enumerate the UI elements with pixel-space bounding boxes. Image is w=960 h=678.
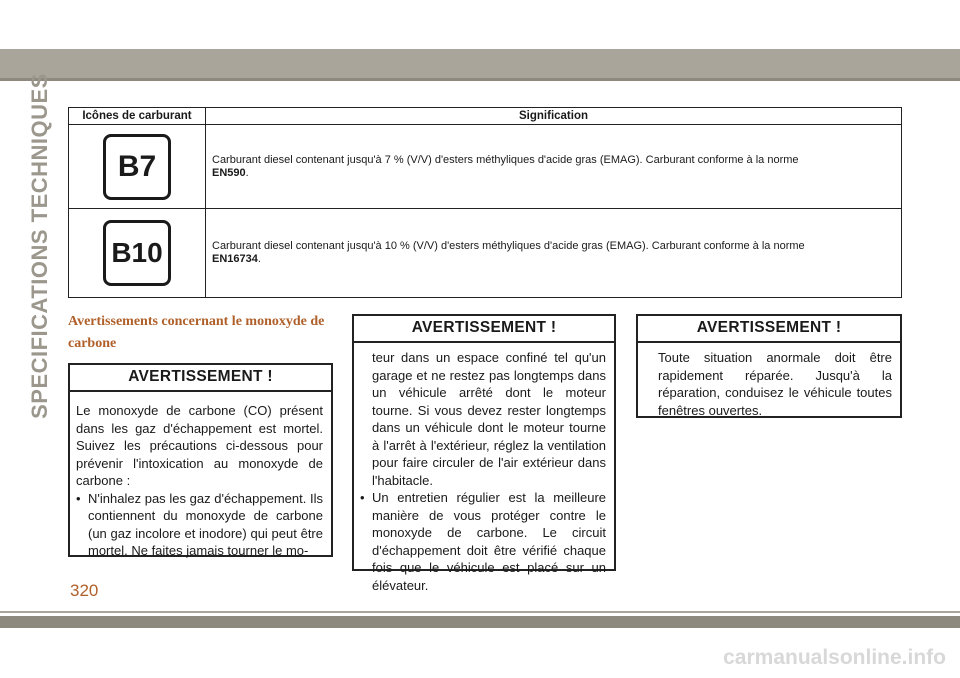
description-suffix: . xyxy=(257,253,261,265)
bullet-text: N'inhalez pas les gaz d'échappement. Ils contiennent du monoxyde de carbone (un gaz incolore et inodore) qui peut être mortel. Ne faites jamais tourner le mo- xyxy=(88,490,323,558)
fuel-icons-table xyxy=(68,107,902,298)
b10-fuel-icon: B10 xyxy=(103,220,171,286)
norm-code: EN16734 xyxy=(212,253,258,265)
description-cell xyxy=(206,125,902,209)
warning-body xyxy=(354,343,614,594)
warning-bullet xyxy=(76,490,323,560)
header-rule xyxy=(0,78,960,81)
icon-cell xyxy=(69,125,206,209)
table-row xyxy=(69,125,902,209)
table-row xyxy=(69,209,902,298)
icon-cell xyxy=(69,209,206,298)
warning-title: AVERTISSEMENT ! xyxy=(70,365,331,392)
description-text: Carburant diesel contenant jusqu'à 10 % (V/V) d'esters méthyliques d'acide gras (EMAG). Carburant conforme à la norme xyxy=(212,240,805,252)
warning-body xyxy=(638,343,900,419)
header-icons: Icônes de carburant xyxy=(69,108,206,125)
section-heading: Avertissements concernant le monoxyde de carbone xyxy=(68,314,325,351)
description-text: Carburant diesel contenant jusqu'à 7 % (V/V) d'esters méthyliques d'acide gras (EMAG). Carburant conforme à la norme xyxy=(212,153,799,166)
bullet-icon: • xyxy=(76,490,81,506)
warning-box xyxy=(636,314,902,418)
side-title-text: SPECIFICATIONS TECHNIQUES xyxy=(27,73,53,419)
bullet-text: Un entretien régulier est la meilleure manière de vous protéger contre le monoxyde de carbone. Le circuit d'échappement doit être vérifié chaque fois que le véhicule est placé sur un élévateur. xyxy=(372,490,606,593)
warning-bullet xyxy=(360,489,606,594)
warning-title: AVERTISSEMENT ! xyxy=(354,316,614,343)
header-meaning: Signification xyxy=(206,108,902,125)
footer-band xyxy=(0,616,960,628)
footer-rule xyxy=(0,611,960,613)
section-side-title xyxy=(26,73,54,419)
warning-box xyxy=(68,363,333,557)
table-header-row xyxy=(69,108,902,125)
warning-continuation: teur dans un espace confiné tel qu'un garage et ne restez pas longtemps dans un véhicule arrêté dont le moteur tourne. Si vous devez rester longtemps dans un véhicule dont le moteur tourne à l'arrêt à l'extérieur, réglez la ventilation pour faire circuler de l'air extérieur dans l'habitacle. xyxy=(372,350,606,488)
description-suffix: . xyxy=(245,166,249,179)
b7-fuel-icon: B7 xyxy=(103,134,171,200)
page-number: 320 xyxy=(70,581,99,600)
warning-text: Toute situation anormale doit être rapidement réparée. Jusqu'à la réparation, conduisez le véhicule toutes fenêtres ouvertes. xyxy=(658,350,892,418)
norm-code: EN590 xyxy=(212,166,246,179)
warning-body xyxy=(70,392,331,560)
description-cell xyxy=(206,209,902,298)
watermark: carmanualsonline.info xyxy=(723,646,946,669)
warning-box xyxy=(352,314,616,593)
warning-title: AVERTISSEMENT ! xyxy=(638,316,900,343)
bullet-icon: • xyxy=(360,490,365,505)
warning-intro: Le monoxyde de carbone (CO) présent dans les gaz d'échappement est mortel. Suivez les précautions ci-dessous pour prévenir l'intoxication au monoxyde de carbone : xyxy=(76,403,323,488)
header-band xyxy=(0,49,960,78)
